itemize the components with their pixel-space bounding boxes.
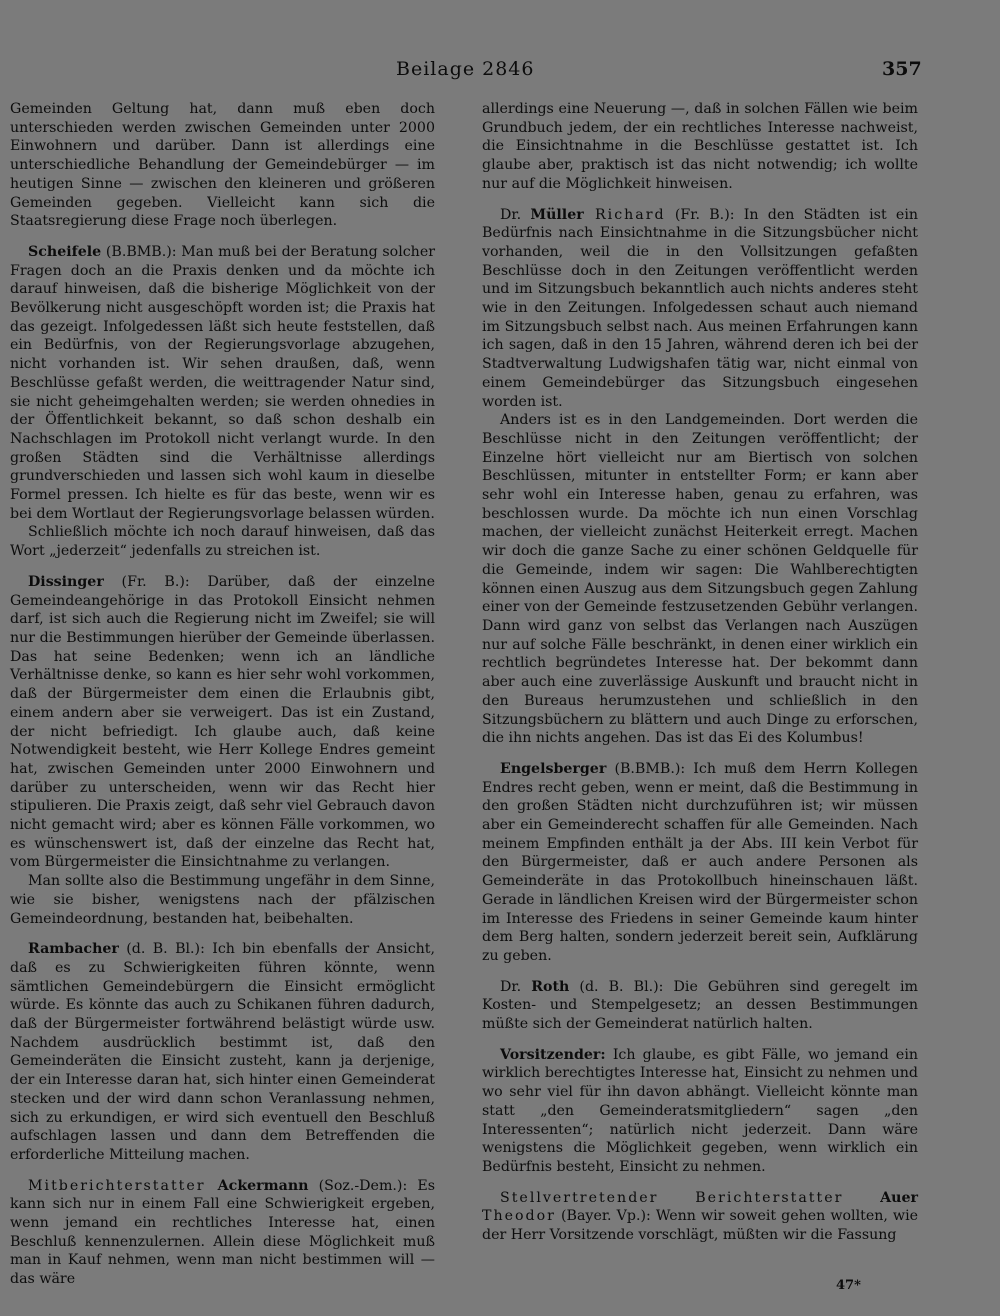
speaker-first-name: Theodor [482, 1208, 556, 1225]
paragraph: Gemeinden Geltung hat, dann muß eben doch unterschieden werden zwischen Gemeinden unter 2000 Einwohnern und darüber. Dann ist allerdings eine unterschiedliche Behandlung der Gemeindebürger — im heutigen Sinne — zwischen den kleineren und größeren Gemeinden gegeben. Vielleicht kann sich die Staatsregierung diese Frage noch überlegen. [10, 101, 435, 230]
paragraph: allerdings eine Neuerung —, daß in solchen Fällen wie beim Grundbuch jedem, der ein rechtliches Interesse nachweist, die Einsichtnahme in die Beschlüsse gestattet ist. Ich glaube aber, praktisch ist das nicht notwendig; ich wollte nur auf die Möglichkeit hinweisen. [482, 101, 918, 192]
speaker-name: Rambacher [28, 941, 119, 958]
paragraph: Engelsberger (B.BMB.): Ich muß dem Herrn Kollegen Endres recht geben, wenn er meint, daß die Bestimmung in den großen Städten nicht durchzuführen ist; wir müssen aber ein Gemeinderecht schaffen für alle Gemeinden. Nach meinem Empfinden enthält ja der Abs. III kein Verbot für den Bürgermeister, daß er auch andere Personen als Gemeinderäte in das Protokollbuch hineinschauen läßt. Gerade in ländlichen Kreisen wird der Bürgermeister schon im Interesse des Friedens in seiner Gemeinde kaum hinter dem Berg halten, sondern jederzeit bereit sein, Aufklärung zu geben. [482, 760, 918, 964]
paragraph: Dr. Roth (d. B. Bl.): Die Gebühren sind geregelt im Kosten- und Stempelgesetz; an dessen Bestimmungen müßte sich der Gemeinderat natürlich halten. [482, 978, 918, 1033]
paragraph: Schließlich möchte ich noch darauf hinweisen, daß das Wort „jederzeit“ jedenfalls zu streichen ist. [10, 524, 435, 560]
paragraph: Dr. Müller Richard (Fr. B.): In den Städten ist ein Bedürfnis nach Einsichtnahme in die Sitzungsbücher nicht vorhanden, weil die in den Vollsitzungen gefaßten Beschlüsse doch in den Zeitungen veröffentlicht werden und im Sitzungsbuch bekanntlich auch nichts anderes steht wie in den Zeitungen. Infolgedessen schaut auch niemand im Sitzungsbuch selbst nach. Aus meinen Erfahrungen kann ich sagen, daß in den 15 Jahren, während deren ich bei der Stadtverwaltung Ludwigshafen tätig war, nicht einmal von einem Gemeindebürger das Sitzungsbuch eingesehen worden ist. [482, 206, 919, 410]
speaker-name: Müller [530, 206, 584, 223]
speaker-name: Engelsberger [500, 760, 607, 777]
paragraph: Stellvertretender Berichterstatter Auer Theodor (Bayer. Vp.): Wenn wir soweit gehen wollten, wie der Herr Vorsitzende vorschlägt, müßten wir die Fassung [482, 1189, 918, 1244]
paragraph: Mitberichterstatter Ackermann (Soz.-Dem.): Es kann sich nur in einem Fall eine Schwierigkeit ergeben, wenn jemand ein rechtliches Interesse hat, einen Beschluß kennenzulernen. Allein diese Möglichkeit muß man in Kauf nehmen, wenn man nicht bestimmen will — das wäre [10, 1177, 435, 1288]
paragraph: Dissinger (Fr. B.): Darüber, daß der einzelne Gemeindeangehörige in das Protokoll Einsicht nehmen darf, ist sich auch die Regierung nicht im Zweifel; sie will nur die Bestimmungen hierüber der Gemeinde überlassen. Das hat seine Bedenken; wenn ich an ländliche Verhältnisse denke, so kann es hier sehr wohl vorkommen, daß der Bürgermeister dem einen die Erlaubnis gibt, einem andern aber sie verweigert. Das ist ein Zustand, der nicht befriedigt. Ich glaube auch, daß keine Notwendigkeit besteht, wie Herr Kollege Endres gemeint hat, zwischen Gemeinden unter 2000 Einwohnern und darüber zu unterscheiden, wenn wir das Recht hier stipulieren. Die Praxis zeigt, daß sehr viel Gebrauch davon nicht gemacht wird; aber es können Fälle vorkommen, wo es wünschenswert ist, daß der einzelne das Recht hat, vom Bürgermeister die Einsichtnahme zu verlangen. [10, 573, 435, 871]
paragraph: Rambacher (d. B. Bl.): Ich bin ebenfalls der Ansicht, daß es zu Schwierigkeiten führen könnte, wenn sämtlichen Gemeindebürgern die Einsicht ermöglicht würde. Es könnte das auch zu Schikanen führen dadurch, daß der Bürgermeister fortwährend belästigt würde usw. Nachdem ausdrücklich bestimmt ist, daß den Gemeinderäten die Einsicht zusteht, kann ja derjenige, der ein Interesse daran hat, sich hinter einen Gemeinderat stecken und der wird dann schon Veranlassung nehmen, sich zu erkundigen, er wird sich eventuell den Beschluß aufschlagen lassen und dann dem Betreffenden die erforderliche Mitteilung machen. [10, 941, 435, 1163]
speaker-title: Dr. [500, 978, 532, 995]
page-number: 357 [882, 58, 922, 80]
speaker-name: Auer [880, 1189, 918, 1206]
speaker-role: Stellvertretender Berichterstatter [500, 1189, 881, 1206]
speaker-title: Dr. [500, 206, 531, 223]
speaker-name: Dissinger [28, 573, 104, 590]
signature-mark: 47* [836, 1278, 861, 1293]
speaker-role: Mitberichterstatter [28, 1177, 218, 1194]
speaker-name: Scheifele [28, 243, 102, 260]
speaker-name: Vorsitzender: [500, 1046, 606, 1063]
left-column [10, 100, 435, 1289]
paragraph: Vorsitzender: Ich glaube, es gibt Fälle, wo jemand ein wirklich berechtigtes Interesse hat, Einsicht zu nehmen und wo sehr viel für ihn davon abhängt. Vielleicht könnte man statt „den Gemeinderatsmitgliedern“ sagen „den Interessenten“; natürlich nicht jederzeit. Dann wäre wenigstens die Möglichkeit gegeben, wenn wirklich ein Bedürfnis besteht, Einsicht zu nehmen. [482, 1046, 918, 1175]
right-column [482, 100, 918, 1245]
speaker-name: Roth [531, 978, 570, 995]
speaker-first-name: Richard [583, 206, 666, 223]
paragraph: Anders ist es in den Landgemeinden. Dort werden die Beschlüsse nicht in den Zeitungen veröffentlicht; der Einzelne hört vielleicht nur am Biertisch von solchen Beschlüssen, mitunter in entstellter Form; er kann aber sehr wohl ein Interesse haben, genau zu erfahren, was beschlossen wurde. Da möchte ich nun einen Vorschlag machen, der vielleicht zunächst Heiterkeit erregt. Machen wir doch die ganze Sache zu einer schönen Geldquelle für die Gemeinde, indem wir sagen: Die Wahlberechtigten können einen Auszug aus dem Sitzungsbuch gegen Zahlung einer von der Gemeinde festzusetzenden Gebühr verlangen. Dann wird ganz von selbst das Verlangen nach Auszügen nur auf solche Fälle beschränkt, in denen einer wirklich ein rechtlich begründetes Interesse hat. Der bekommt dann aber auch eine zuverlässige Auskunft und braucht nicht in den Bureaus herumzustehen und schließlich in den Sitzungsbüchern zu blättern und auch Dinge zu erforschen, die ihn nichts angehen. Das ist das Ei des Kolumbus! [482, 412, 918, 747]
speaker-name: Ackermann [217, 1177, 309, 1194]
header-title: Beilage 2846 [396, 58, 535, 80]
paragraph: Scheifele (B.BMB.): Man muß bei der Beratung solcher Fragen doch an die Praxis denken und da möchte ich darauf hinweisen, daß die bisherige Möglichkeit von der Bevölkerung nicht ausgeschöpft worden ist; die Praxis hat das gezeigt. Infolgedessen läßt sich heute feststellen, daß ein Bedürfnis, von der Regierungsvorlage abzugehen, nicht vorhanden ist. Wir sehen draußen, daß, wenn Beschlüsse gefaßt werden, die weittragender Natur sind, sie nicht geheimgehalten werden; sie werden ohnedies in der Öffentlichkeit bekannt, so daß schon deshalb ein Nachschlagen im Protokoll nicht verlangt wurde. In den großen Städten sind die Verhältnisse allerdings grundverschieden und lassen sich wohl kaum in dieselbe Formel pressen. Ich hielte es für das beste, wenn wir es bei dem Wortlaut der Regierungsvorlage belassen würden. [10, 243, 435, 522]
page-header [0, 58, 1000, 88]
paragraph: Man sollte also die Bestimmung ungefähr in dem Sinne, wie sie bisher, wenigstens nach der pfälzischen Gemeindeordnung, bestanden hat, beibehalten. [10, 873, 435, 927]
